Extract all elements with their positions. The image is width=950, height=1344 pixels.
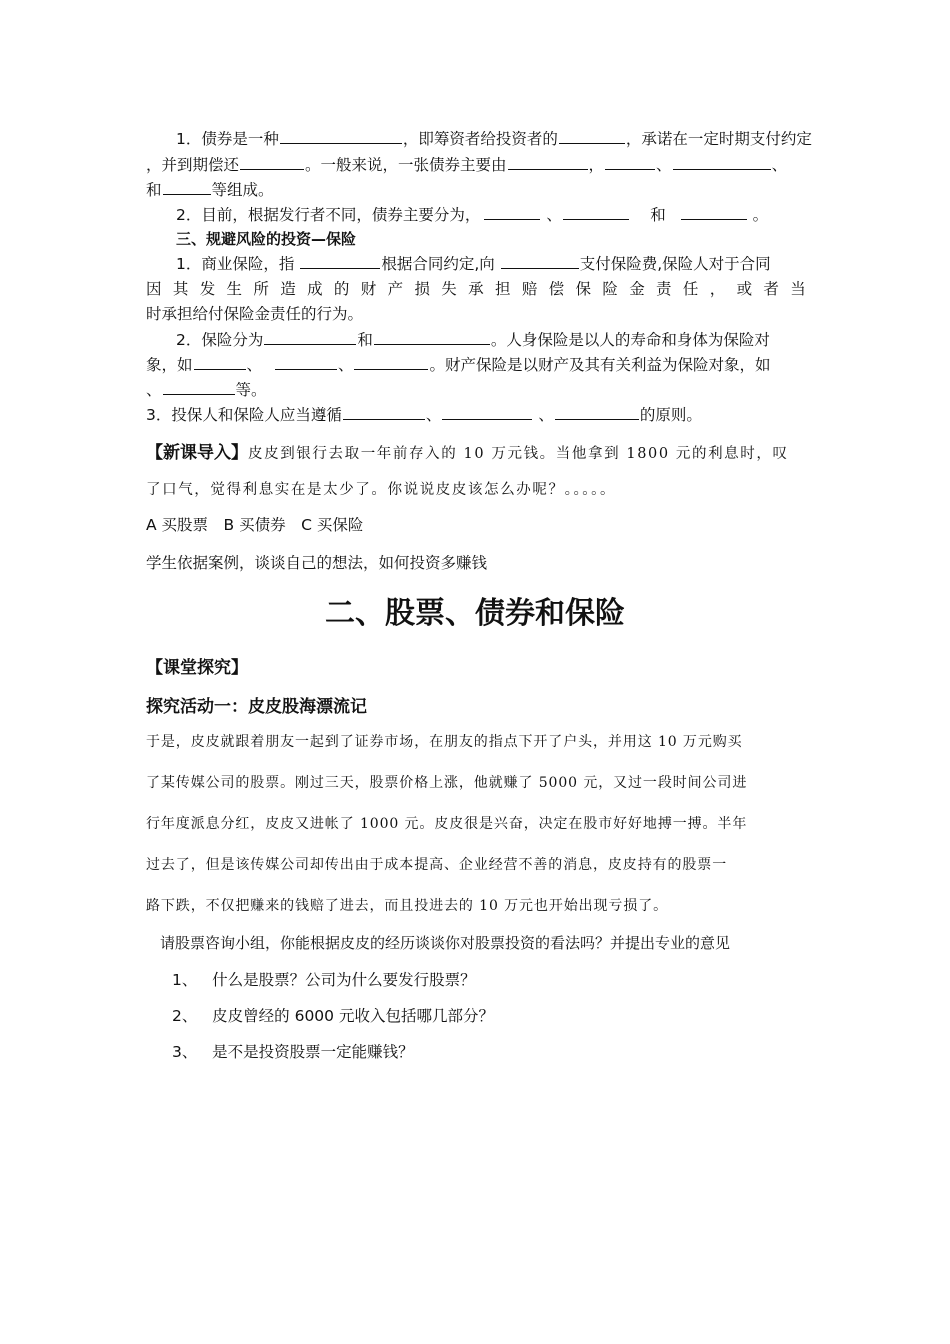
insurance-item2-line2 [146,353,806,375]
char: 责 [656,280,672,298]
text: 、 [538,406,554,424]
char: 险 [602,280,618,298]
insurance-item3 [146,403,806,425]
text: 1．债券是一种 [176,130,279,148]
question-item [172,968,806,990]
bond-item1-line3 [146,178,806,200]
text: 、 [656,156,672,174]
intro-options: A 买股票 B 买债券 C 买保险 [146,516,364,534]
text: 的原则。 [639,406,702,424]
char: 赔 [521,280,538,298]
text: 。一般来说，一张债券主要由 [305,156,507,174]
insurance-item2-line3 [146,378,806,400]
fill-blank[interactable] [605,155,655,170]
fill-blank[interactable] [240,155,304,170]
text: ，承诺在一定时期支付约定 [625,130,812,148]
fill-blank[interactable] [559,129,625,144]
bond-item1-line1 [176,127,812,149]
char: 保 [575,280,592,298]
page-title: 二、股票、债券和保险 [325,596,625,631]
intro-label: 【新课导入】 [146,443,248,463]
fill-blank[interactable] [442,405,532,420]
question-number: 3、 [172,1043,198,1061]
char: 其 [172,280,189,298]
fill-blank[interactable] [354,355,428,370]
question-text: 皮皮曾经的 6000 元收入包括哪几部分？ [212,1007,494,1025]
text: 、 [337,356,354,374]
explore-label: 【课堂探究】 [146,658,248,678]
fill-blank[interactable] [484,205,540,220]
fill-blank[interactable] [264,330,356,345]
text: 根据合同约定,向 [381,255,495,273]
char: 损 [414,280,430,298]
char: 产 [387,280,404,298]
text: 、 [246,356,263,374]
char: 承 [468,280,484,298]
fill-blank[interactable] [681,205,747,220]
fill-blank[interactable] [275,355,337,370]
text: 。 [752,206,769,224]
fill-blank[interactable] [555,405,639,420]
question-item [172,1004,806,1026]
fill-blank[interactable] [280,129,402,144]
text: 、 [771,156,788,174]
fill-blank[interactable] [163,180,211,195]
story-line: 于是，皮皮就跟着朋友一起到了证券市场，在朋友的指点下开了户头，并用这 10 万元购买 [146,734,743,750]
insurance-item2-line1 [176,328,806,350]
char: 担 [494,280,511,298]
text: 支付保险费,保险人对于合同 [579,255,771,273]
request-text: 请股票咨询小组，你能根据皮皮的经历谈谈你对股票投资的看法吗？并提出专业的意见 [160,934,731,952]
text: ，并到期偿还 [146,156,240,174]
insurance-item1-line1 [176,252,806,274]
story-line: 过去了，但是该传媒公司却传出由于成本提高、企业经营不善的消息，皮皮持有的股票一 [146,857,728,873]
char: 生 [226,280,243,298]
text: 、 [146,381,162,399]
char: 成 [307,280,323,298]
bond-item2 [176,203,806,225]
question-number: 2、 [172,1007,198,1025]
text: 3．投保人和保险人应当遵循 [146,406,342,424]
text: 和 [357,331,373,349]
insurance-item1-line3: 时承担给付保险金责任的行为。 [146,305,364,323]
text: 2．目前，根据发行者不同，债券主要分为， [176,206,481,224]
question-text: 是不是投资股票一定能赚钱？ [212,1043,414,1061]
text: ，即筹资者给投资者的 [402,130,558,148]
question-text: 什么是股票？公司为什么要发行股票？ [212,971,476,989]
text: 1．商业保险，指 [176,255,295,273]
text: ， [588,156,605,174]
fill-blank[interactable] [163,380,235,395]
text: 象，如 [146,356,193,374]
char: 失 [441,280,457,298]
question-item [172,1040,806,1062]
insurance-heading: 三、规避风险的投资—保险 [176,230,357,248]
fill-blank[interactable] [343,405,425,420]
char: 偿 [548,280,565,298]
fill-blank[interactable] [563,205,629,220]
char: 或 [736,280,753,298]
fill-blank[interactable] [194,355,246,370]
insurance-item1-line2 [146,277,806,299]
text: 等。 [235,381,267,399]
char: 任 [682,280,699,298]
char: ， [709,280,726,298]
fill-blank[interactable] [374,330,490,345]
char: 金 [629,280,645,298]
fill-blank[interactable] [501,254,579,269]
text: 和 [146,181,162,199]
text: 2．保险分为 [176,331,264,349]
text: 。财产保险是以财产及其有关利益为保险对象，如 [429,356,771,374]
text: 。人身保险是以人的寿命和身体为保险对 [490,331,770,349]
text: 和 [650,206,666,224]
char: 者 [763,280,779,298]
text: 皮皮到银行去取一年前存入的 10 万元钱。当他拿到 1800 元的利息时，叹 [248,446,789,462]
fill-blank[interactable] [673,155,771,170]
fill-blank[interactable] [508,155,588,170]
char: 因 [146,280,162,298]
bond-item1-line2 [146,153,806,175]
char: 造 [280,280,296,298]
char: 当 [790,280,806,298]
text: 等组成。 [211,181,274,199]
char: 发 [199,280,216,298]
story-line: 了某传媒公司的股票。刚过三天，股票价格上涨，他就赚了 5000 元，又过一段时间公司进 [146,775,748,791]
char: 所 [253,280,269,298]
text: 、 [425,406,442,424]
question-number: 1、 [172,971,198,989]
story-line: 路下跌，不仅把赚来的钱赔了进去，而且投进去的 10 万元也开始出现亏损了。 [146,898,669,914]
char: 财 [360,280,377,298]
story-line: 行年度派息分红，皮皮又进帐了 1000 元。皮皮很是兴奋，决定在股市好好地搏一搏。半年 [146,816,748,832]
intro-prompt: 学生依据案例，谈谈自己的想法，如何投资多赚钱 [146,554,488,572]
char: 的 [333,280,350,298]
activity-title: 探究活动一：皮皮股海漂流记 [146,697,367,717]
text: 、 [546,206,562,224]
intro-line1 [146,438,806,463]
fill-blank[interactable] [300,254,380,269]
intro-line2: 了口气，觉得利息实在是太少了。你说说皮皮该怎么办呢？。。。。。 [146,482,617,498]
